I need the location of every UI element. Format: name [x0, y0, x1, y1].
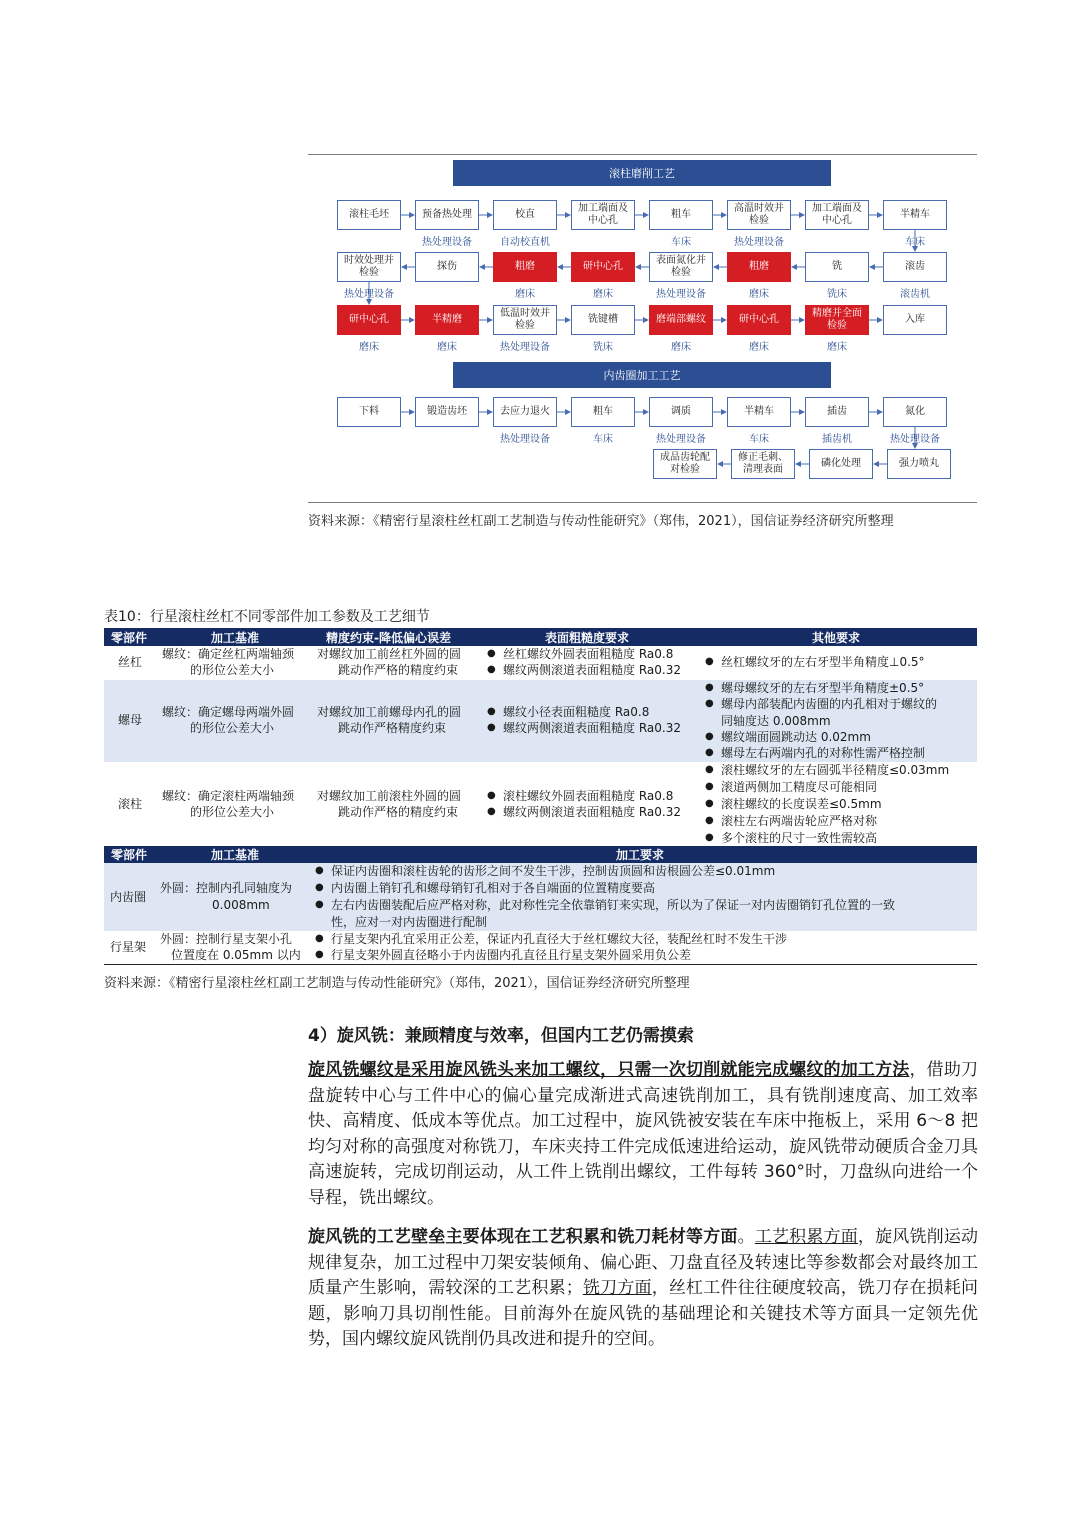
flow-step-5-1: 成品齿轮配 对检验: [653, 449, 717, 479]
other-item: ● 滚柱左右两端齿轮应严格对称: [721, 813, 877, 830]
th-roughness: 表面粗糙度要求: [545, 630, 630, 645]
equipment-label: 热处理设备: [734, 237, 784, 248]
banner-inner-gear: 内齿圈加工工艺: [453, 362, 831, 388]
cell-precision-2: 跳动作严格精度约束: [338, 721, 447, 735]
other-item: ● 多个滚柱的尺寸一致性需较高: [721, 830, 877, 847]
flow-step-5-2: 修正毛刺、 清理表面: [731, 449, 795, 479]
banner-roller-grinding: 滚柱磨削工艺: [453, 160, 831, 186]
equipment-label: 磨床: [593, 289, 613, 300]
equipment-label: 车床: [749, 434, 769, 445]
table-row: [104, 680, 977, 762]
p2-underline-2: 铣刀方面: [582, 1278, 652, 1298]
flow-step-4-6: 半精车: [727, 397, 791, 427]
cell-base-1: 螺纹：确定丝杠两端轴颈: [162, 647, 295, 661]
other-item: ● 滚柱螺纹的长度误差≤0.5mm: [721, 796, 882, 813]
flow-step-2-7: 铣: [805, 252, 869, 282]
other-item: ● 滚柱螺纹牙的左右圆弧半径精度≤0.03mm: [721, 762, 949, 779]
flow-step-1-4: 加工端面及 中心孔: [571, 200, 635, 230]
equipment-label: 磨床: [359, 342, 379, 353]
flow-step-2-6: 粗磨: [727, 252, 791, 282]
flow-step-1-2: 预备热处理: [415, 200, 479, 230]
flow-step-4-3: 去应力退火: [493, 397, 557, 427]
th-requirement: 加工要求: [616, 848, 665, 862]
equipment-label: 热处理设备: [500, 434, 550, 445]
paragraph-2: [308, 1225, 978, 1353]
req-item-cont: 性，应对一对内齿圈进行配制: [331, 915, 488, 929]
th-part: 零部件: [111, 630, 148, 645]
equipment-label: 热处理设备: [890, 434, 940, 445]
other-item: ● 螺母螺纹牙的左右牙型半角精度±0.5°: [721, 680, 924, 697]
flow-step-3-4: 铣键槽: [571, 305, 635, 335]
other-item: ● 滚道两侧加工精度尽可能相同: [721, 779, 877, 796]
cell-part: 滚柱: [118, 797, 143, 811]
p2-text-c: ，丝杠工件往往硬度较高，铣刀存在损耗问题，影响刀具切削性能。目前海外在旋风铣的基础理论和关键技术等方面具一定领先优势，国内螺纹旋风铣削仍具改进和提升的空间。: [308, 1278, 979, 1349]
table-row: [104, 863, 977, 931]
cell-base-2: 的形位公差大小: [190, 805, 275, 819]
equipment-label: 自动校直机: [500, 237, 550, 248]
req-item: ● 行星支架内孔宜采用正公差，保证内孔直径大于丝杠螺纹大径，装配丝杠时不发生干涉: [331, 931, 787, 948]
rough-item: ● 螺纹两侧滚道表面粗糙度 Ra0.32: [503, 662, 681, 679]
cell-base-2: 0.008mm: [212, 898, 270, 912]
table-bottom-rule: [104, 964, 977, 965]
flow-step-2-1: 时效处理并 检验: [337, 252, 401, 282]
p1-bold: 旋风铣螺纹是采用旋风铣头来加工螺纹，只需一次切削就能完成螺纹的加工方法: [308, 1060, 910, 1080]
flow-step-1-1: 滚柱毛坯: [337, 200, 401, 230]
cell-base-1: 螺纹：确定螺母两端外圆: [162, 705, 295, 719]
flow-step-1-7: 加工端面及 中心孔: [805, 200, 869, 230]
flow-step-1-5: 粗车: [649, 200, 713, 230]
table-row: [104, 646, 977, 680]
cell-precision-2: 跳动作严格的精度约束: [338, 663, 459, 677]
equipment-label: 磨床: [749, 342, 769, 353]
flow-step-3-3: 低温时效并 检验: [493, 305, 557, 335]
th-base: 加工基准: [211, 848, 260, 862]
flow-step-3-5: 磨端部螺纹: [649, 305, 713, 335]
flow-step-4-8: 氮化: [883, 397, 947, 427]
paragraph-1: [308, 1058, 978, 1211]
equipment-label: 热处理设备: [656, 289, 706, 300]
rough-item: ● 螺纹小径表面粗糙度 Ra0.8: [503, 704, 649, 721]
other-item: ● 螺母内部装配内齿圈的内孔相对于螺纹的 同轴度达 0.008mm: [721, 696, 937, 729]
th-part: 零部件: [111, 848, 148, 862]
other-item: ● 螺纹端面圆跳动达 0.02mm: [721, 729, 871, 746]
cell-base-1: 外圆：控制内孔同轴度为: [160, 881, 293, 895]
table-header-2: [104, 846, 977, 863]
cell-part: 行星架: [110, 940, 147, 954]
p2-text-b: ，旋风铣削运动规律复杂，加工过程中刀架安装倾角、偏心距、刀盘直径及转速比等参数都会对最终加工质量产生影响，需较深的工艺积累；: [308, 1227, 979, 1298]
equipment-label: 磨床: [671, 342, 691, 353]
figure-bottom-rule: [308, 502, 977, 503]
equipment-label: 磨床: [827, 342, 847, 353]
p2-text-a: 。: [737, 1227, 755, 1247]
equipment-label: 滚齿机: [900, 289, 930, 300]
p2-bold: 旋风铣的工艺壁垒主要体现在工艺积累和铣刀耗材等方面: [308, 1227, 738, 1247]
flow-step-2-8: 滚齿: [883, 252, 947, 282]
cell-base-2: 的形位公差大小: [190, 721, 275, 735]
cell-precision-1: 对螺纹加工前丝杠外圆的圆: [317, 647, 462, 661]
table-header-1: [104, 628, 977, 646]
table-row: [104, 931, 977, 964]
equipment-label: 热处理设备: [500, 342, 550, 353]
th-base: 加工基准: [211, 630, 260, 645]
p1-text: ，借助刀盘旋转中心与工件中心的偏心量完成渐进式高速铣削加工，具有铣削速度高、加工效率快、高精度、低成本等优点。加工过程中，旋风铣被安装在车床中拖板上，采用 6～8 把均匀对称的高强度对称铣刀，车床夹持工件完成低速进给运动，旋风铣带动硬质合金刀具高速旋转，完成切削运动，从工件上铣削出螺纹，工件每转 360°时，刀盘纵向进给一个导程，铣出螺纹。: [308, 1060, 979, 1208]
equipment-label: 热处理设备: [422, 237, 472, 248]
flow-step-3-8: 入库: [883, 305, 947, 335]
other-item: ● 螺母左右两端内孔的对称性需严格控制: [721, 745, 925, 762]
p2-underline-1: 工艺积累方面: [754, 1227, 858, 1247]
flow-step-2-3: 粗磨: [493, 252, 557, 282]
rough-item: ● 丝杠螺纹外圆表面粗糙度 Ra0.8: [503, 646, 673, 663]
flow-step-2-4: 研中心孔: [571, 252, 635, 282]
flow-step-5-3: 磷化处理: [809, 449, 873, 479]
flow-step-1-6: 高温时效并 检验: [727, 200, 791, 230]
cell-base-1: 螺纹：确定滚柱两端轴颈: [162, 789, 295, 803]
cell-base-1: 外圆：控制行星支架小孔: [160, 932, 293, 946]
flow-step-4-1: 下料: [337, 397, 401, 427]
other-item: ● 丝杠螺纹牙的左右牙型半角精度⊥0.5°: [721, 654, 925, 671]
equipment-label: 热处理设备: [656, 434, 706, 445]
cell-precision-1: 对螺纹加工前螺母内孔的圆: [317, 705, 462, 719]
equipment-label: 磨床: [515, 289, 535, 300]
table-title: 表10：行星滚柱丝杠不同零部件加工参数及工艺细节: [104, 609, 430, 625]
equipment-label: 铣床: [827, 289, 847, 300]
flow-step-1-8: 半精车: [883, 200, 947, 230]
flow-step-3-7: 精磨并全面 检验: [805, 305, 869, 335]
flow-step-2-2: 探伤: [415, 252, 479, 282]
flow-step-3-2: 半精磨: [415, 305, 479, 335]
equipment-label: 车床: [905, 237, 925, 248]
equipment-label: 磨床: [437, 342, 457, 353]
th-precision: 精度约束-降低偏心误差: [326, 630, 451, 645]
flow-step-4-2: 锻造齿坯: [415, 397, 479, 427]
flow-step-5-4: 强力喷丸: [887, 449, 951, 479]
flow-step-3-6: 研中心孔: [727, 305, 791, 335]
equipment-label: 热处理设备: [344, 289, 394, 300]
cell-precision-2: 跳动作严格的精度约束: [338, 805, 459, 819]
flow-step-4-4: 粗车: [571, 397, 635, 427]
flow-step-4-7: 插齿: [805, 397, 869, 427]
flow-step-4-5: 调质: [649, 397, 713, 427]
req-item: ● 内齿圈上销钉孔和螺母销钉孔相对于各自端面的位置精度要高: [331, 880, 655, 897]
cell-part: 丝杠: [118, 655, 143, 669]
th-other: 其他要求: [812, 630, 861, 645]
req-item: ● 行星支架外圆直径略小于内齿圈内孔直径且行星支架外圆采用负公差: [331, 947, 691, 964]
rough-item: ● 螺纹两侧滚道表面粗糙度 Ra0.32: [503, 720, 681, 737]
cell-part: 内齿圈: [110, 890, 147, 904]
req-item: ● 左右内齿圈装配后应严格对称，此对称性完全依靠销钉来实现，所以为了保证一对内齿圈销钉孔位置的一致: [331, 897, 895, 914]
cell-part: 螺母: [118, 713, 143, 727]
rough-item: ● 螺纹两侧滚道表面粗糙度 Ra0.32: [503, 804, 681, 821]
table-row: [104, 762, 977, 846]
equipment-label: 磨床: [749, 289, 769, 300]
section-heading: 4）旋风铣：兼顾精度与效率，但国内工艺仍需摸索: [308, 1026, 694, 1046]
flow-step-3-1: 研中心孔: [337, 305, 401, 335]
cell-base-2: 的形位公差大小: [190, 663, 275, 677]
flow-step-1-3: 校直: [493, 200, 557, 230]
equipment-label: 铣床: [593, 342, 613, 353]
rough-item: ● 滚柱螺纹外圆表面粗糙度 Ra0.8: [503, 788, 673, 805]
req-item: ● 保证内齿圈和滚柱齿轮的齿形之间不发生干涉，控制齿顶圆和齿根圆公差≤0.01mm: [331, 863, 775, 880]
cell-precision-1: 对螺纹加工前滚柱外圆的圆: [317, 789, 462, 803]
flow-step-2-5: 表面氮化并 检验: [649, 252, 713, 282]
equipment-label: 插齿机: [822, 434, 852, 445]
equipment-label: 车床: [593, 434, 613, 445]
figure-source: 资料来源：《精密行星滚柱丝杠副工艺制造与传动性能研究》（郑伟，2021），国信证券经济研究所整理: [308, 514, 894, 529]
table-source: 资料来源：《精密行星滚柱丝杠副工艺制造与传动性能研究》（郑伟，2021），国信证券经济研究所整理: [104, 976, 690, 991]
cell-base-2: 位置度在 0.05mm 以内: [171, 948, 301, 962]
equipment-label: 车床: [671, 237, 691, 248]
